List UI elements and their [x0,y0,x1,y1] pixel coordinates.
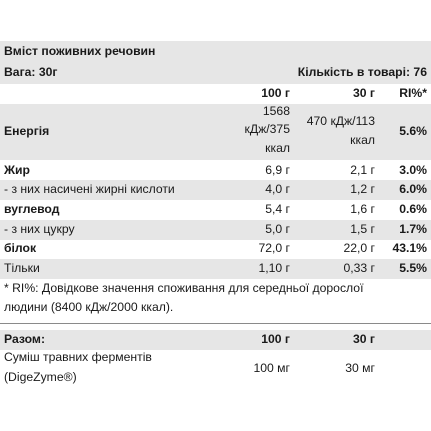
energy-label: Енергія [4,124,50,138]
nutrient-label: вуглевод [4,202,60,216]
nutrient-30g: 1,5 г [350,222,375,236]
nutrient-ri: 43.1% [392,241,427,255]
extra-header-30g: 30 г [352,332,375,346]
nutrient-30g: 22,0 г [343,241,375,255]
nutrient-100g: 72,0 г [258,241,290,255]
energy-100g-line1: 1568 [262,104,290,118]
table-row [0,200,431,220]
column-header-ri: RI%* [399,86,427,100]
nutrient-100g: 6,9 г [265,163,290,177]
nutrient-100g: 4,0 г [265,182,290,196]
nutrient-ri: 0.6% [399,202,427,216]
footnote [0,279,431,321]
nutrient-label: - з них насичені жирні кислоти [4,182,175,196]
energy-ri: 5.6% [399,124,427,138]
energy-row [0,104,431,160]
footnote-line1: * RI%: Довідкове значення споживання для середньої дорослої [4,281,364,295]
nutrient-ri: 5.5% [399,261,427,275]
nutrient-30g: 0,33 г [343,261,375,275]
nutrient-ri: 6.0% [399,182,427,196]
nutrient-label: Жир [4,163,30,177]
weight-label: Вага: 30г [4,65,58,79]
nutrient-30g: 2,1 г [350,163,375,177]
table-row [0,160,431,180]
servings-label: Кількість в товарі: 76 [297,65,427,79]
table-row [0,259,431,279]
enzyme-label-line2: (DigeZyme®) [4,370,77,384]
nutrient-30g: 1,6 г [350,202,375,216]
table-title: Вміст поживних речовин [4,44,156,58]
table-row [0,180,431,200]
extra-header-row [0,330,431,350]
footnote-line2: людини (8400 кДж/2000 ккал). [4,300,174,314]
table-row [0,220,431,240]
section-divider [0,323,431,324]
nutrient-label: білок [4,241,37,255]
enzyme-100g: 100 мг [253,361,290,375]
energy-100g-line3: ккал [265,141,290,155]
nutrient-100g: 1,10 г [258,261,290,275]
nutrient-100g: 5,0 г [265,222,290,236]
column-header-row [0,84,431,104]
nutrient-label: Тільки [4,261,40,275]
table-row [0,350,431,390]
nutrient-30g: 1,2 г [350,182,375,196]
nutrient-ri: 1.7% [399,222,427,236]
title-row [0,41,431,63]
weight-row [0,63,431,84]
nutrient-label: - з них цукру [4,222,75,236]
extra-header-label: Разом: [4,332,46,346]
column-header-100g: 100 г [261,86,290,100]
enzyme-label-line1: Суміш травних ферментів [4,350,152,364]
energy-30g-line1: 470 кДж/113 [306,114,375,128]
column-header-30g: 30 г [352,86,375,100]
table-row [0,240,431,259]
energy-100g-line2: кДж/375 [244,122,290,136]
nutrient-ri: 3.0% [399,163,427,177]
energy-30g-line2: ккал [350,133,375,147]
enzyme-30g: 30 мг [345,361,375,375]
nutrient-100g: 5,4 г [265,202,290,216]
extra-header-100g: 100 г [261,332,290,346]
